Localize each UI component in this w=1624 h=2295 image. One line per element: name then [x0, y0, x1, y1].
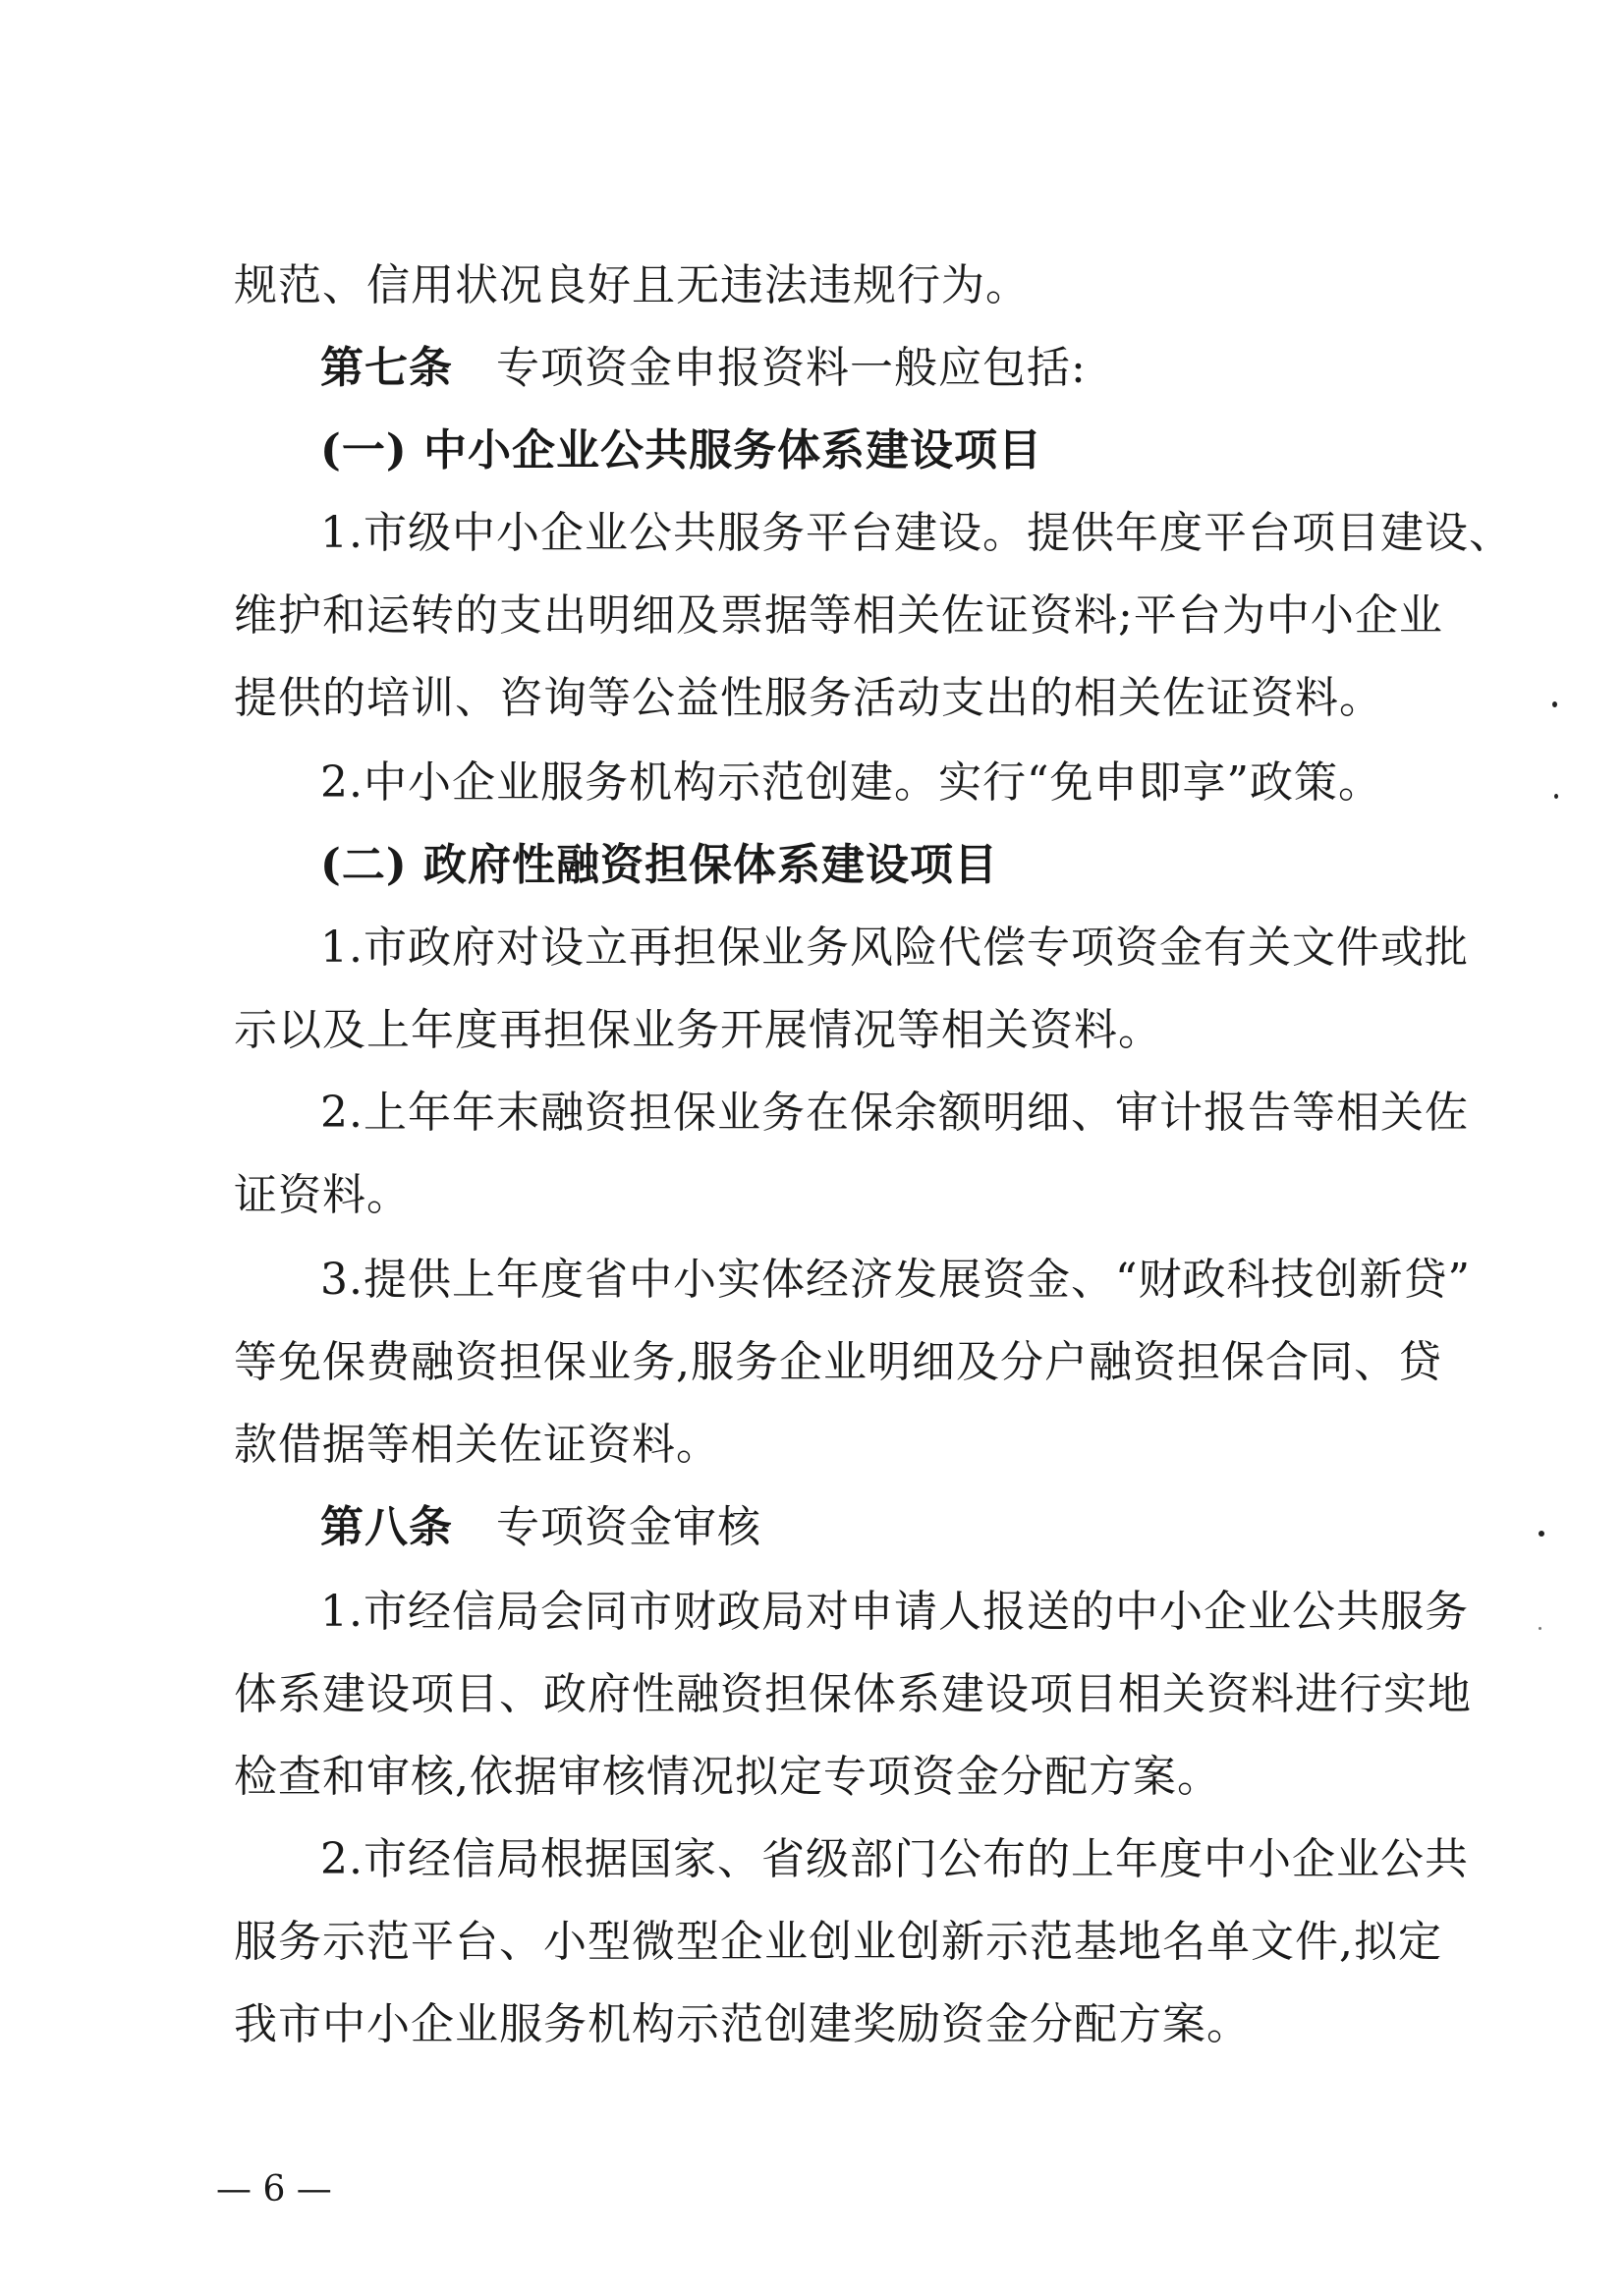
text-line: 款借据等相关佐证资料。	[234, 1420, 720, 1470]
section-2-heading: (二) 政府性融资担保体系建设项目	[320, 840, 998, 890]
text-line: 1.市级中小企业公共服务平台建设。提供年度平台项目建设、	[320, 508, 1513, 558]
text-line: 证资料。	[234, 1170, 411, 1220]
article-7-heading	[320, 334, 1393, 403]
section-1-heading: (一) 中小企业公共服务体系建设项目	[320, 425, 1042, 476]
text-line: 2.市经信局根据国家、省级部门公布的上年度中小企业公共	[320, 1834, 1469, 1884]
text-line: 等免保费融资担保业务,服务企业明细及分户融资担保合同、贷	[234, 1337, 1442, 1387]
text-line: 提供的培训、咨询等公益性服务活动支出的相关佐证资料。	[234, 673, 1383, 723]
text-line: 服务示范平台、小型微型企业创业创新示范基地名单文件,拟定	[234, 1917, 1442, 1967]
text-line: 1.市经信局会同市财政局对申请人报送的中小企业公共服务	[320, 1587, 1469, 1637]
text-line: 体系建设项目、政府性融资担保体系建设项目相关资料进行实地	[234, 1669, 1472, 1719]
article-8-heading	[320, 1493, 1393, 1562]
text-line: 3.提供上年度省中小实体经济发展资金、“财政科技创新贷”	[320, 1255, 1471, 1305]
text-line: 示以及上年度再担保业务开展情况等相关资料。	[234, 1005, 1162, 1055]
page-number: — 6 —	[216, 2169, 332, 2210]
scan-speck	[1539, 1627, 1541, 1630]
text-line: 2.中小企业服务机构示范创建。实行“免申即享”政策。	[320, 757, 1382, 808]
scan-speck	[1552, 701, 1557, 707]
scan-speck	[1554, 794, 1558, 799]
text-line: 检查和审核,依据审核情况拟定专项资金分配方案。	[234, 1752, 1221, 1802]
scan-speck	[1539, 1531, 1544, 1537]
text-line: 1.市政府对设立再担保业务风险代偿专项资金有关文件或批	[320, 923, 1469, 973]
text-line: 维护和运转的支出明细及票据等相关佐证资料;平台为中小企业	[234, 590, 1443, 641]
article-7-title: 专项资金申报资料一般应包括:	[496, 343, 1087, 393]
article-8-title: 专项资金审核	[496, 1502, 761, 1552]
text-line: 2.上年年末融资担保业务在保余额明细、审计报告等相关佐	[320, 1088, 1469, 1138]
article-7-label: 第七条	[320, 343, 453, 393]
text-line: 我市中小企业服务机构示范创建奖励资金分配方案。	[234, 1999, 1251, 2049]
text-line: 规范、信用状况良好且无违法违规行为。	[234, 260, 1030, 310]
article-8-label: 第八条	[320, 1502, 453, 1552]
